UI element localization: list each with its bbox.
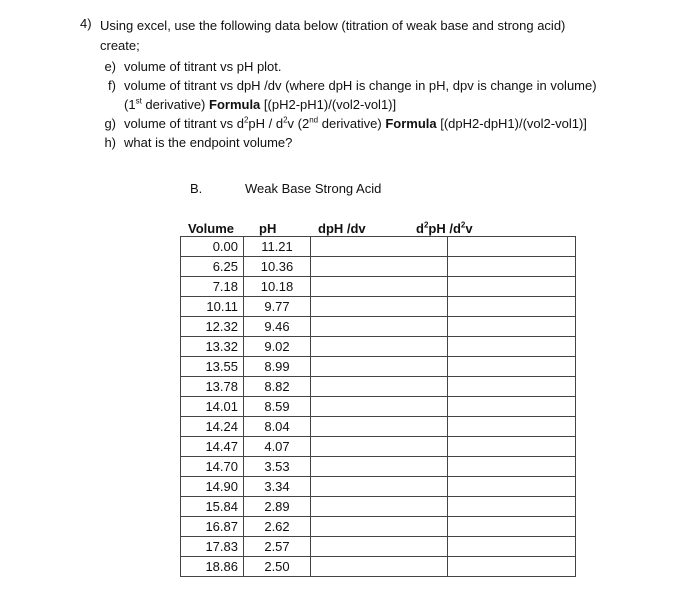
- cell-volume: 17.83: [181, 537, 244, 557]
- cell-dph-dv: [311, 297, 448, 317]
- table-row: [181, 517, 576, 537]
- table-row: [181, 417, 576, 437]
- cell-d2ph-d2v: [448, 417, 576, 437]
- cell-d2ph-d2v: [448, 257, 576, 277]
- cell-volume: 0.00: [181, 237, 244, 257]
- question-number: 4): [80, 16, 92, 31]
- cell-ph: 8.04: [244, 417, 311, 437]
- cell-d2ph-d2v: [448, 517, 576, 537]
- table-row: [181, 357, 576, 377]
- cell-volume: 14.70: [181, 457, 244, 477]
- table-row: [181, 377, 576, 397]
- cell-ph: 2.57: [244, 537, 311, 557]
- cell-dph-dv: [311, 257, 448, 277]
- question-item-e: [80, 57, 680, 76]
- item-letter-f: f): [108, 78, 116, 93]
- cell-d2ph-d2v: [448, 357, 576, 377]
- item-text-h: what is the endpoint volume?: [124, 135, 293, 150]
- cell-ph: 8.99: [244, 357, 311, 377]
- cell-volume: 14.47: [181, 437, 244, 457]
- table-row: [181, 557, 576, 577]
- cell-volume: 10.11: [181, 297, 244, 317]
- cell-ph: 10.18: [244, 277, 311, 297]
- table-row: [181, 257, 576, 277]
- cell-dph-dv: [311, 417, 448, 437]
- cell-ph: 3.34: [244, 477, 311, 497]
- cell-dph-dv: [311, 557, 448, 577]
- cell-dph-dv: [311, 517, 448, 537]
- question-intro: [100, 16, 660, 56]
- cell-d2ph-d2v: [448, 297, 576, 317]
- cell-volume: 6.25: [181, 257, 244, 277]
- cell-volume: 14.90: [181, 477, 244, 497]
- table-row: [181, 237, 576, 257]
- cell-volume: 12.32: [181, 317, 244, 337]
- cell-volume: 13.78: [181, 377, 244, 397]
- table-row: [181, 297, 576, 317]
- cell-d2ph-d2v: [448, 277, 576, 297]
- section-letter: B.: [190, 181, 203, 196]
- cell-d2ph-d2v: [448, 477, 576, 497]
- question-intro-line2: create;: [100, 38, 140, 53]
- cell-dph-dv: [311, 277, 448, 297]
- cell-volume: 13.32: [181, 337, 244, 357]
- table-row: [181, 397, 576, 417]
- cell-d2ph-d2v: [448, 537, 576, 557]
- cell-volume: 14.24: [181, 417, 244, 437]
- item-text-g: volume of titrant vs $d^2pH / d^2v$ (2nd derivative) Formula [(dpH2-dpH1)/(vol2-vol1)]: [124, 115, 587, 131]
- cell-d2ph-d2v: [448, 337, 576, 357]
- item-letter-h: h): [104, 135, 116, 150]
- column-header-dph-dv: dpH /dv: [318, 221, 366, 236]
- table-row: [181, 317, 576, 337]
- column-header-volume: Volume: [188, 221, 234, 236]
- cell-d2ph-d2v: [448, 237, 576, 257]
- cell-dph-dv: [311, 457, 448, 477]
- table-row: [181, 497, 576, 517]
- question-item-list: [80, 57, 680, 152]
- cell-volume: 15.84: [181, 497, 244, 517]
- table-row: [181, 277, 576, 297]
- cell-ph: 2.62: [244, 517, 311, 537]
- question-intro-line1: Using excel, use the following data below (titration of weak base and strong acid): [100, 18, 566, 33]
- cell-d2ph-d2v: [448, 397, 576, 417]
- item-text-f: volume of titrant vs dpH /dv (where dpH is change in pH, dpv is change in volume): [124, 78, 597, 93]
- column-header-ph: pH: [259, 221, 277, 236]
- titration-data-table: [180, 236, 576, 577]
- question-item-g: [80, 114, 680, 133]
- cell-d2ph-d2v: [448, 317, 576, 337]
- cell-dph-dv: [311, 237, 448, 257]
- cell-volume: 7.18: [181, 277, 244, 297]
- item-text-f-formula: (1st derivative) Formula [(pH2-pH1)/(vol2-vol1)]: [124, 96, 397, 112]
- cell-dph-dv: [311, 437, 448, 457]
- cell-volume: 13.55: [181, 357, 244, 377]
- cell-ph: 11.21: [244, 237, 311, 257]
- cell-ph: 8.82: [244, 377, 311, 397]
- cell-dph-dv: [311, 317, 448, 337]
- table-row: [181, 437, 576, 457]
- cell-ph: 9.46: [244, 317, 311, 337]
- cell-volume: 14.01: [181, 397, 244, 417]
- table-row: [181, 457, 576, 477]
- cell-volume: 16.87: [181, 517, 244, 537]
- cell-d2ph-d2v: [448, 457, 576, 477]
- cell-ph: 4.07: [244, 437, 311, 457]
- cell-dph-dv: [311, 477, 448, 497]
- table-row: [181, 477, 576, 497]
- cell-ph: 8.59: [244, 397, 311, 417]
- table-title: Weak Base Strong Acid: [245, 181, 382, 196]
- cell-ph: 3.53: [244, 457, 311, 477]
- cell-ph: 2.89: [244, 497, 311, 517]
- cell-dph-dv: [311, 497, 448, 517]
- cell-dph-dv: [311, 337, 448, 357]
- cell-volume: 18.86: [181, 557, 244, 577]
- cell-dph-dv: [311, 357, 448, 377]
- cell-ph: 2.50: [244, 557, 311, 577]
- cell-d2ph-d2v: [448, 557, 576, 577]
- item-letter-g: g): [104, 116, 116, 131]
- cell-ph: 9.02: [244, 337, 311, 357]
- cell-ph: 9.77: [244, 297, 311, 317]
- column-header-d2ph-d2v: $d^2pH$ $/d^2v$: [416, 220, 473, 236]
- item-letter-e: e): [104, 59, 116, 74]
- table-row: [181, 537, 576, 557]
- cell-ph: 10.36: [244, 257, 311, 277]
- cell-dph-dv: [311, 537, 448, 557]
- question-item-f: [80, 76, 680, 114]
- cell-d2ph-d2v: [448, 497, 576, 517]
- item-text-e: volume of titrant vs pH plot.: [124, 59, 282, 74]
- cell-dph-dv: [311, 397, 448, 417]
- cell-d2ph-d2v: [448, 437, 576, 457]
- question-item-h: [80, 133, 680, 152]
- table-row: [181, 337, 576, 357]
- table-body: [181, 237, 576, 577]
- cell-dph-dv: [311, 377, 448, 397]
- cell-d2ph-d2v: [448, 377, 576, 397]
